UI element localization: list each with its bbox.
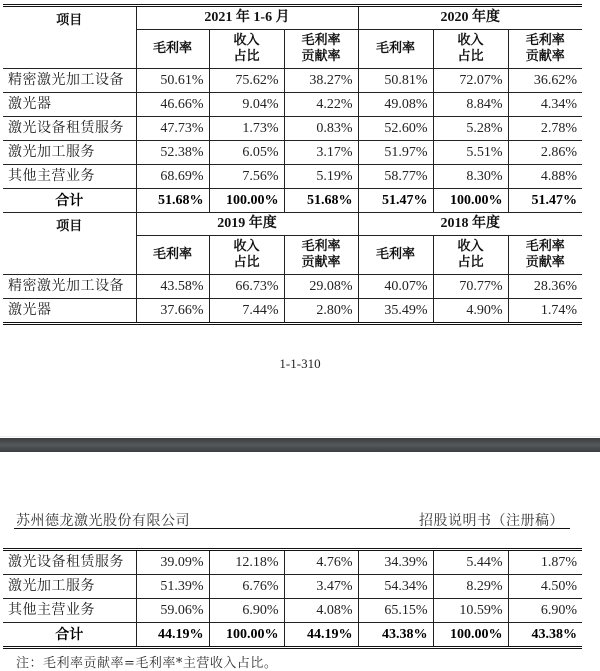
cell: 3.47% [284,575,358,599]
cell: 2.78% [508,117,582,141]
row-label: 激光设备租赁服务 [3,550,136,575]
cell: 4.90% [433,299,508,324]
cell: 10.59% [433,599,508,623]
table-row [3,117,582,141]
row-label: 其他主营业务 [3,165,136,189]
cell: 34.39% [358,550,433,575]
column-header-contribution: 毛利率 贡献率 [284,30,358,69]
row-label: 激光设备租赁服务 [3,117,136,141]
total-row [3,189,582,213]
cell: 4.34% [508,93,582,117]
cell: 8.29% [433,575,508,599]
cell: 2.80% [284,299,358,324]
column-header-gross-margin: 毛利率 [136,236,209,275]
cell: 3.17% [284,141,358,165]
table-row [3,575,582,599]
cell: 6.90% [209,599,284,623]
row-label: 精密激光加工设备 [3,69,136,93]
cell: 70.77% [433,275,508,299]
column-header-item: 项目 [3,6,136,69]
column-header-gross-margin: 毛利率 [358,30,433,69]
column-header-contribution: 毛利率 贡献率 [508,30,582,69]
cell: 52.38% [136,141,209,165]
cell: 8.84% [433,93,508,117]
cell: 43.38% [358,623,433,648]
cell: 72.07% [433,69,508,93]
cell: 7.44% [209,299,284,324]
column-header-revenue-share: 收入 占比 [209,236,284,275]
cell: 100.00% [433,189,508,213]
table-row [3,93,582,117]
gross-margin-table-part1 [3,4,582,325]
cell: 8.30% [433,165,508,189]
cell: 51.39% [136,575,209,599]
row-label: 其他主营业务 [3,599,136,623]
gross-margin-table-part2 [3,548,582,649]
cell: 47.73% [136,117,209,141]
cell: 35.49% [358,299,433,324]
cell: 28.36% [508,275,582,299]
table-note: 注：毛利率贡献率=毛利率*主营收入占比。 [16,656,278,671]
cell: 65.15% [358,599,433,623]
cell: 2.86% [508,141,582,165]
row-label: 精密激光加工设备 [3,275,136,299]
cell: 6.76% [209,575,284,599]
cell: 4.08% [284,599,358,623]
cell: 4.50% [508,575,582,599]
table-row [3,165,582,189]
cell: 6.90% [508,599,582,623]
cell: 51.97% [358,141,433,165]
cell: 38.27% [284,69,358,93]
column-header-revenue-share: 收入 占比 [209,30,284,69]
period-header-2018: 2018 年度 [358,213,582,236]
cell: 4.76% [284,550,358,575]
cell: 0.83% [284,117,358,141]
cell: 29.08% [284,275,358,299]
running-header [14,510,570,529]
row-label: 激光器 [3,299,136,324]
table-row [3,141,582,165]
cell: 4.88% [508,165,582,189]
row-label: 激光器 [3,93,136,117]
table-row [3,69,582,93]
period-header-2020: 2020 年度 [358,6,582,30]
column-header-gross-margin: 毛利率 [358,236,433,275]
cell: 43.58% [136,275,209,299]
cell: 51.47% [508,189,582,213]
cell: 36.62% [508,69,582,93]
company-name: 苏州德龙激光股份有限公司 [16,513,190,529]
cell: 100.00% [209,189,284,213]
cell: 50.61% [136,69,209,93]
cell: 66.73% [209,275,284,299]
cell: 46.66% [136,93,209,117]
cell: 51.68% [136,189,209,213]
cell: 49.08% [358,93,433,117]
column-header-revenue-share: 收入 占比 [433,30,508,69]
column-header-contribution: 毛利率 贡献率 [284,236,358,275]
column-header-revenue-share: 收入 占比 [433,236,508,275]
row-label-total: 合计 [3,189,136,213]
cell: 44.19% [136,623,209,648]
cell: 5.44% [433,550,508,575]
cell: 39.09% [136,550,209,575]
cell: 100.00% [433,623,508,648]
column-header-gross-margin: 毛利率 [136,30,209,69]
cell: 37.66% [136,299,209,324]
table-row [3,599,582,623]
row-label-total: 合计 [3,623,136,648]
cell: 75.62% [209,69,284,93]
cell: 6.05% [209,141,284,165]
cell: 52.60% [358,117,433,141]
cell: 58.77% [358,165,433,189]
cell: 43.38% [508,623,582,648]
cell: 50.81% [358,69,433,93]
period-header-2019: 2019 年度 [136,213,358,236]
cell: 5.28% [433,117,508,141]
table-row [3,299,582,324]
page-edge [0,436,600,437]
cell: 100.00% [209,623,284,648]
cell: 4.22% [284,93,358,117]
cell: 54.34% [358,575,433,599]
period-header-2021h1: 2021 年 1-6 月 [136,6,358,30]
document-title: 招股说明书（注册稿） [419,513,564,529]
cell: 1.74% [508,299,582,324]
row-label: 激光加工服务 [3,141,136,165]
cell: 40.07% [358,275,433,299]
cell: 51.68% [284,189,358,213]
cell: 12.18% [209,550,284,575]
cell: 1.87% [508,550,582,575]
cell: 1.73% [209,117,284,141]
cell: 5.51% [433,141,508,165]
column-header-item: 项目 [3,213,136,275]
cell: 44.19% [284,623,358,648]
cell: 68.69% [136,165,209,189]
cell: 9.04% [209,93,284,117]
cell: 7.56% [209,165,284,189]
total-row [3,623,582,648]
cell: 51.47% [358,189,433,213]
page-number: 1-1-310 [279,356,321,371]
table-row [3,275,582,299]
column-header-contribution: 毛利率 贡献率 [508,236,582,275]
row-label: 激光加工服务 [3,575,136,599]
cell: 5.19% [284,165,358,189]
page-separator [0,438,600,452]
table-row [3,550,582,575]
cell: 59.06% [136,599,209,623]
